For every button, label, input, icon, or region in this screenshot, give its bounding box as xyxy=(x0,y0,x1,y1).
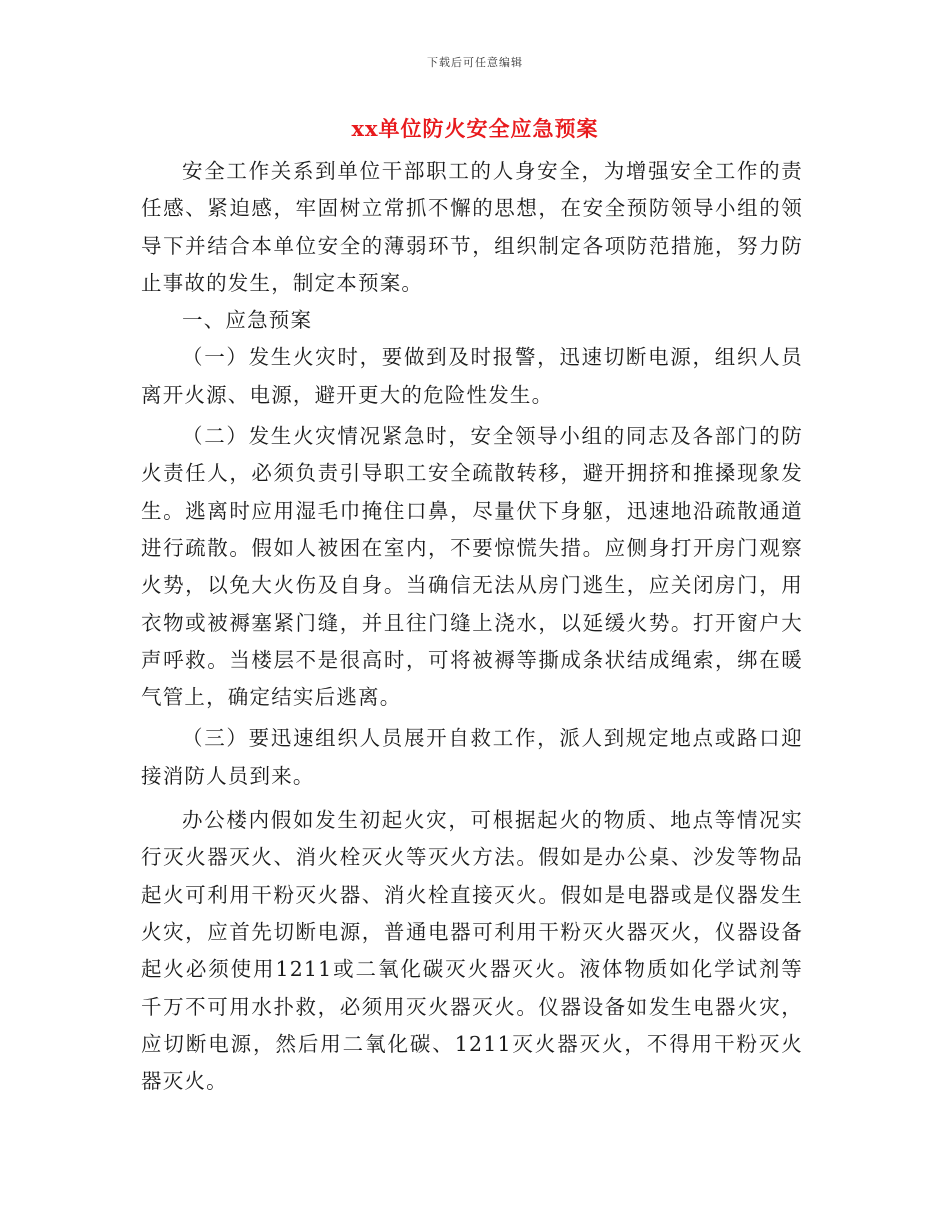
section-heading: 一、应急预案 xyxy=(182,308,313,333)
document-body xyxy=(141,153,803,1100)
document-title: xx单位防火安全应急预案 xyxy=(351,116,599,141)
office-fire-paragraph: 办公楼内假如发生初起火灾，可根据起火的物质、地点等情况实行灭火器灭火、消火栓灭火等灭火方法。假如是办公桌、沙发等物品起火可利用干粉灭火器、消火栓直接灭火。假如是电器或是仪器发生火灾，应首先切断电源，普通电器可利用干粉灭火器灭火，仪器设备起火必须使用1211或二氧化碳灭火器灭火。液体物质如化学试剂等千万不可用水扑救，必须用灭火器灭火。仪器设备如发生电器火灾，应切断电源，然后用二氧化碳、1211灭火器灭火，不得用干粉灭火器灭火。 xyxy=(141,808,803,1094)
item-one-paragraph: （一）发生火灾时，要做到及时报警，迅速切断电源，组织人员离开火源、电源，避开更大的危险性发生。 xyxy=(141,345,803,407)
intro-paragraph: 安全工作关系到单位干部职工的人身安全，为增强安全工作的责任感、紧迫感，牢固树立常抓不懈的思想，在安全预防领导小组的领导下并结合本单位安全的薄弱环节，组织制定各项防范措施，努力防止事故的发生，制定本预案。 xyxy=(141,159,803,295)
item-three-paragraph: （三）要迅速组织人员展开自救工作，派人到规定地点或路口迎接消防人员到来。 xyxy=(141,726,803,788)
item-two-paragraph: （二）发生火灾情况紧急时，安全领导小组的同志及各部门的防火责任人，必须负责引导职工安全疏散转移，避开拥挤和推搡现象发生。逃离时应用湿毛巾掩住口鼻，尽量伏下身躯，迅速地沿疏散通道进行疏散。假如人被困在室内，不要惊慌失措。应侧身打开房门观察火势，以免大火伤及自身。当确信无法从房门逃生，应关闭房门，用衣物或被褥塞紧门缝，并且往门缝上浇水，以延缓火势。打开窗户大声呼救。当楼层不是很高时，可将被褥等撕成条状结成绳索，绑在暖气管上，确定结实后逃离。 xyxy=(141,424,803,710)
header-note: 下载后可任意编辑 xyxy=(427,56,523,69)
